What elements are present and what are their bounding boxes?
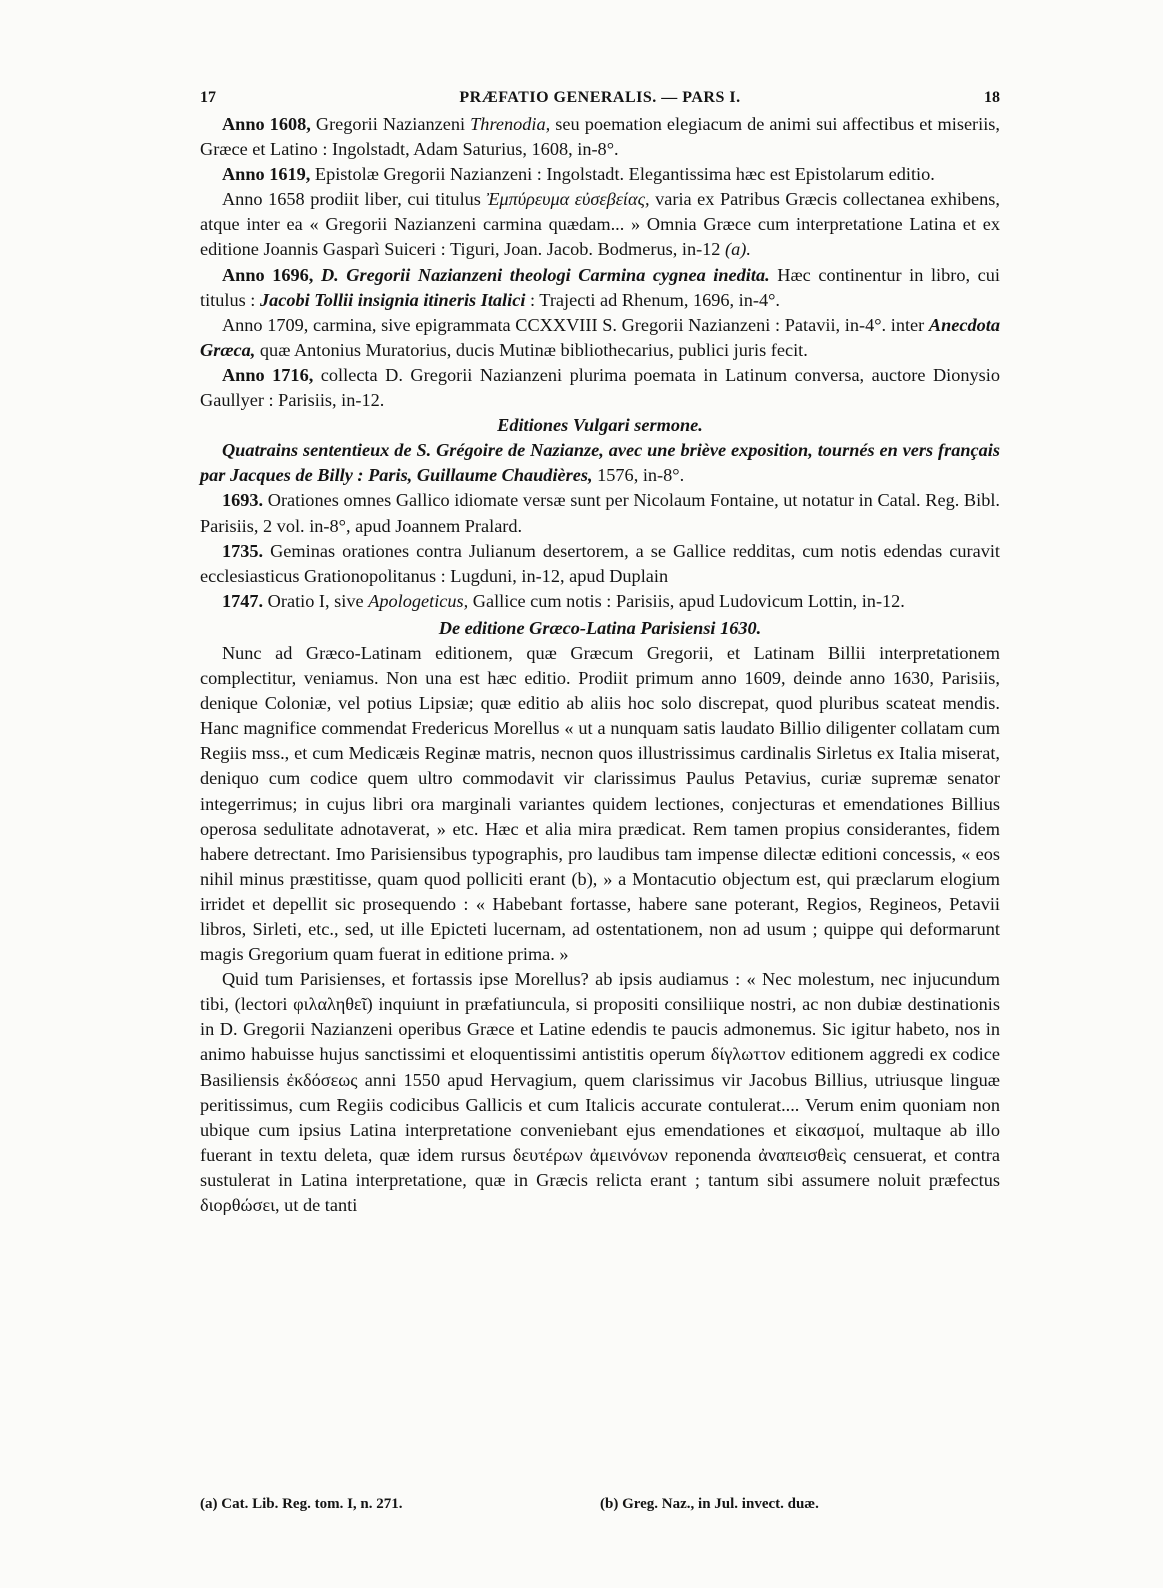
work-title: Anecdota Græca, xyxy=(200,314,1000,360)
paragraph-quid: Quid tum Parisienses, et fortassis ipse Morellus? ab ipsis audiamus : « Nec molestum, nec injucundum tibi, (lectori φιλαληθεῖ) inquiunt in præfatiuncula, si propositi consiliique nostri, ac non dubiæ destinationis in D. Gregorii Nazianzeni operibus Græce et Latine edendis te paucis admonemus. Sic igitur habeto, nos in animo habuisse hujus sanctissimi et eloquentissimi antistitis operum δίγλωττον editionem aggredi ex codice Basiliensis ἐκδόσεως anni 1550 apud Hervagium, quem clarissimus vir Jacobus Billius, utriusque linguæ peritissimus, cum Regiis codicibus Gallicis et cum Italicis accurate contulerat.... Verum enim quoniam non ubique cum ipsius Latina interpretatione conveniebant ejus emendationes et εἰκασμοί, multaque ab illo fuerant in textu deleta, quæ idem rursus δευτέρων ἀμεινόνων reponenda ἀναπεισθεὶς censuerat, et contra sustulerat in Latina interpretatione, quæ in Græcis relicta erant ; tantum sibi assumere noluit præfectus διορθώσει, ut de tanti xyxy=(200,969,1000,1216)
year-label: Anno 1696, xyxy=(221,264,314,285)
paragraph-nunc: Nunc ad Græco-Latinam editionem, quæ Græcum Gregorii, et Latinam Billii interpretationem complectitur, veniamus. Non una est hæc editio. Prodiit primum anno 1609, deinde anno 1630, Parisiis, denique Coloniæ, vel potius Lipsiæ; quæ editio ab aliis hoc solo discrepat, quod pluribus scateat mendis. Hanc magnifice commendat Fredericus Morellus « ut a nunquam satis laudato Billio diligenter collatam cum Regiis mss., et cum Medicæis Reginæ matris, necnon quos illustrissimus cardinalis Sirletus ex Italia miserat, deniquo cum codice quem ultro commodavit vir clarissimus Paulus Petavius, curiæ supremæ senator integerrimus; in cujus libri ora marginali variantes quidem lectiones, conjecturas et emendationes Billius operosa sedulitate adnotaverat, » etc. Hæc et alia mira prædicat. Rem tamen propius considerantes, fidem habere detrectant. Imo Parisiensibus typographis, pro laudibus tam impense dilectæ editioni concessis, « eos nihil minus præstitisse, quam quod polliciti erant (b), » a Montacutio objectum est, qui præclarum elogium irridet et depellit sic prosequendo : « Habebant fortasse, habere sane poterant, Regios, Regineos, Petavii libros, Sirleti, etc., sed, ut ille Epicteti lucernam, ad ostentationem, non ad usum ; quippe qui deformarunt magis Gregorium quam fuerat in editione prima. » xyxy=(200,642,1000,965)
paragraph-1716: Anno 1716, collecta D. Gregorii Nazianzeni plurima poemata in Latinum conversa, auctore Dionysio Gaullyer : Parisiis, in-12. xyxy=(200,364,1000,411)
paragraph-1696: Anno 1696, D. Gregorii Nazianzeni theologi Carmina cygnea inedita. Hæc continentur in libro, cui titulus : Jacobi Tollii insignia itineris Italici : Trajecti ad Rhenum, 1696, in-4°. xyxy=(200,264,1000,310)
year-label: Anno 1608, xyxy=(221,114,311,134)
work-title: Jacobi Tollii insignia itineris Italici xyxy=(259,289,526,310)
year-label: 1747. xyxy=(221,590,264,611)
year-label: 1693. xyxy=(221,490,264,511)
greek-word: φιλαληθεῖ xyxy=(293,994,367,1015)
paragraph-1658: Anno 1658 prodiit liber, cui titulus Ἐμπύρευμα εὐσεβείας, varia ex Patribus Græcis collectanea exhibens, atque inter ea « Gregorii Nazianzeni carmina quædam... » Omnia Græce cum interpretatione Latina et ex editione Joannis Gasparì Suiceri : Tiguri, Joan. Jacob. Bodmerus, in-12 (a). xyxy=(200,189,1000,260)
paragraph-quatrains: Quatrains sententieux de S. Grégoire de Nazianze, avec une briève exposition, tournés en vers français par Jacques de Billy : Paris, Guillaume Chaudières, 1576, in-8°. xyxy=(200,440,1000,486)
year-label: 1735. xyxy=(221,540,264,561)
greek-word: διορθώσει, xyxy=(200,1195,280,1216)
work-title: Quatrains sententieux de S. Grégoire de Nazianze, avec une briève exposition, tournés en vers français par Jacques de Billy : Paris, Guillaume Chaudières, xyxy=(200,440,1000,486)
footnote-b: (b) Greg. Naz., in Jul. invect. duæ. xyxy=(600,1496,819,1512)
work-title: D. Gregorii Nazianzeni theologi Carmina cygnea inedita. xyxy=(320,264,770,285)
work-title: Threnodia, xyxy=(470,114,551,134)
page-number-right: 18 xyxy=(984,89,1000,106)
greek-word: ἀναπεισθεὶς xyxy=(758,1144,846,1165)
running-head xyxy=(200,89,1000,111)
page-body xyxy=(200,112,1000,1218)
work-title: Apologeticus, xyxy=(368,590,469,611)
page-title: PRÆFATIO GENERALIS. — PARS I. xyxy=(459,89,741,106)
paragraph-1619: Anno 1619, Epistolæ Gregorii Nazianzeni : Ingolstadt. Elegantissima hæc est Epistolarum editio. xyxy=(221,164,935,185)
paragraph-1608: Anno 1608, Gregorii Nazianzeni Threnodia, seu poemation elegiacum de animi sui affectibus et miseriis, Græce et Latino : Ingolstadt, Adam Saturius, 1608, in-8°. xyxy=(200,114,1000,160)
year-label: Anno 1619, xyxy=(221,164,311,185)
greek-title: Ἐμπύρευμα εὐσεβείας, xyxy=(486,189,650,210)
footnote-a: (a) Cat. Lib. Reg. tom. I, n. 271. xyxy=(200,1496,403,1512)
footnotes xyxy=(200,1496,1000,1520)
paragraph-1709: Anno 1709, carmina, sive epigrammata CCXXVIII S. Gregorii Nazianzeni : Patavii, in-4°. inter Anecdota Græca, quæ Antonius Muratorius, ducis Mutinæ bibliothecarius, publici juris fecit. xyxy=(200,314,1000,360)
greek-word: δίγλωττον xyxy=(710,1044,786,1065)
footnote-ref-a: (a). xyxy=(725,239,751,260)
section-heading-graeco-latina: De editione Græco-Latina Parisiensi 1630. xyxy=(438,617,762,638)
paragraph-1747: 1747. Oratio I, sive Apologeticus, Gallice cum notis : Parisiis, apud Ludovicum Lottin, in-12. xyxy=(221,590,905,611)
paragraph-1735: 1735. Geminas orationes contra Julianum desertorem, a se Gallice redditas, cum notis edendas curavit ecclesiasticus Grationopolitanus : Lugduni, in-12, apud Duplain xyxy=(200,540,1000,586)
section-heading-vulgar: Editiones Vulgari sermone. xyxy=(497,415,703,436)
paragraph-1693: 1693. Orationes omnes Gallico idiomate versæ sunt per Nicolaum Fontaine, ut notatur in Catal. Reg. Bibl. Parisiis, 2 vol. in-8°, apud Joannem Pralard. xyxy=(200,490,1000,536)
greek-word: δευτέρων ἀμεινόνων xyxy=(512,1144,668,1165)
greek-word: εἰκασμοί, xyxy=(795,1119,865,1140)
year-label: Anno 1716, xyxy=(221,364,314,385)
greek-word: ἐκδόσεως xyxy=(286,1069,358,1090)
page-number-left: 17 xyxy=(200,89,216,106)
